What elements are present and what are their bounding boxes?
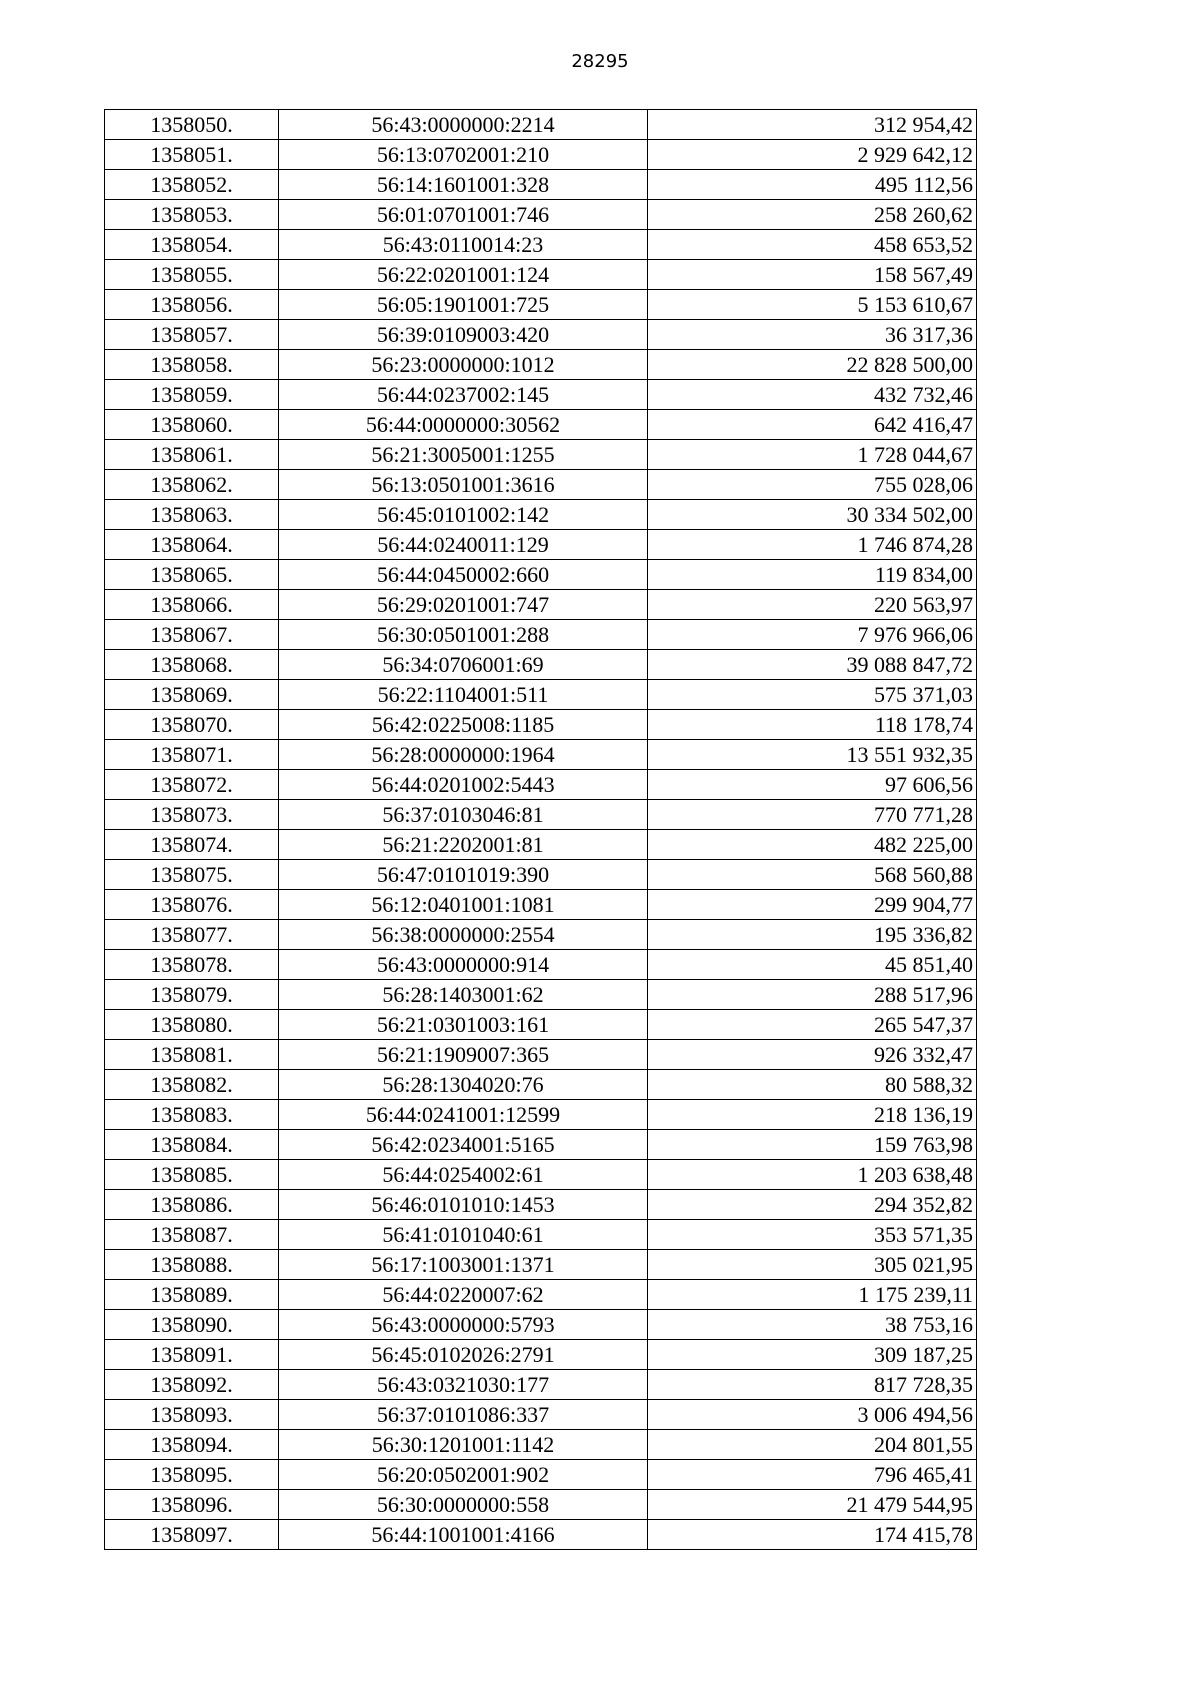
cadastral-number-cell: 56:37:0101086:337 xyxy=(279,1400,648,1430)
value-cell: 495 112,56 xyxy=(648,170,977,200)
row-number-cell: 1358051. xyxy=(105,140,279,170)
cadastral-number-cell: 56:22:1104001:511 xyxy=(279,680,648,710)
cadastral-number-cell: 56:39:0109003:420 xyxy=(279,320,648,350)
row-number-cell: 1358062. xyxy=(105,470,279,500)
row-number-cell: 1358092. xyxy=(105,1370,279,1400)
value-cell: 482 225,00 xyxy=(648,830,977,860)
value-cell: 755 028,06 xyxy=(648,470,977,500)
value-cell: 432 732,46 xyxy=(648,380,977,410)
row-number-cell: 1358061. xyxy=(105,440,279,470)
row-number-cell: 1358096. xyxy=(105,1490,279,1520)
table-row xyxy=(105,650,977,680)
value-cell: 204 801,55 xyxy=(648,1430,977,1460)
row-number-cell: 1358075. xyxy=(105,860,279,890)
table-row xyxy=(105,620,977,650)
value-cell: 2 929 642,12 xyxy=(648,140,977,170)
row-number-cell: 1358069. xyxy=(105,680,279,710)
value-cell: 97 606,56 xyxy=(648,770,977,800)
row-number-cell: 1358095. xyxy=(105,1460,279,1490)
table-row xyxy=(105,530,977,560)
table-row xyxy=(105,590,977,620)
value-cell: 22 828 500,00 xyxy=(648,350,977,380)
table-row xyxy=(105,290,977,320)
cadastral-number-cell: 56:45:0101002:142 xyxy=(279,500,648,530)
cadastral-number-cell: 56:23:0000000:1012 xyxy=(279,350,648,380)
cadastral-number-cell: 56:34:0706001:69 xyxy=(279,650,648,680)
table-row xyxy=(105,1190,977,1220)
table-row xyxy=(105,1250,977,1280)
row-number-cell: 1358063. xyxy=(105,500,279,530)
table-row xyxy=(105,770,977,800)
table-row xyxy=(105,1460,977,1490)
cadastral-number-cell: 56:43:0000000:914 xyxy=(279,950,648,980)
row-number-cell: 1358053. xyxy=(105,200,279,230)
registry-table-body xyxy=(105,110,977,1550)
cadastral-number-cell: 56:45:0102026:2791 xyxy=(279,1340,648,1370)
row-number-cell: 1358058. xyxy=(105,350,279,380)
value-cell: 817 728,35 xyxy=(648,1370,977,1400)
table-row xyxy=(105,1370,977,1400)
table-row xyxy=(105,140,977,170)
row-number-cell: 1358091. xyxy=(105,1340,279,1370)
table-row xyxy=(105,410,977,440)
row-number-cell: 1358079. xyxy=(105,980,279,1010)
row-number-cell: 1358064. xyxy=(105,530,279,560)
row-number-cell: 1358090. xyxy=(105,1310,279,1340)
cadastral-number-cell: 56:44:0240011:129 xyxy=(279,530,648,560)
row-number-cell: 1358066. xyxy=(105,590,279,620)
cadastral-number-cell: 56:44:1001001:4166 xyxy=(279,1520,648,1550)
cadastral-number-cell: 56:30:0000000:558 xyxy=(279,1490,648,1520)
row-number-cell: 1358070. xyxy=(105,710,279,740)
cadastral-number-cell: 56:37:0103046:81 xyxy=(279,800,648,830)
table-row xyxy=(105,1340,977,1370)
value-cell: 1 728 044,67 xyxy=(648,440,977,470)
value-cell: 3 006 494,56 xyxy=(648,1400,977,1430)
cadastral-number-cell: 56:21:2202001:81 xyxy=(279,830,648,860)
table-row xyxy=(105,890,977,920)
row-number-cell: 1358056. xyxy=(105,290,279,320)
value-cell: 80 588,32 xyxy=(648,1070,977,1100)
table-row xyxy=(105,950,977,980)
cadastral-number-cell: 56:22:0201001:124 xyxy=(279,260,648,290)
value-cell: 218 136,19 xyxy=(648,1100,977,1130)
cadastral-number-cell: 56:43:0321030:177 xyxy=(279,1370,648,1400)
table-row xyxy=(105,230,977,260)
value-cell: 796 465,41 xyxy=(648,1460,977,1490)
row-number-cell: 1358097. xyxy=(105,1520,279,1550)
value-cell: 39 088 847,72 xyxy=(648,650,977,680)
table-row xyxy=(105,1130,977,1160)
value-cell: 288 517,96 xyxy=(648,980,977,1010)
table-row xyxy=(105,830,977,860)
cadastral-number-cell: 56:01:0701001:746 xyxy=(279,200,648,230)
table-row xyxy=(105,1280,977,1310)
cadastral-number-cell: 56:44:0201002:5443 xyxy=(279,770,648,800)
value-cell: 309 187,25 xyxy=(648,1340,977,1370)
row-number-cell: 1358077. xyxy=(105,920,279,950)
cadastral-number-cell: 56:30:0501001:288 xyxy=(279,620,648,650)
table-row xyxy=(105,1310,977,1340)
cadastral-number-cell: 56:41:0101040:61 xyxy=(279,1220,648,1250)
cadastral-number-cell: 56:21:1909007:365 xyxy=(279,1040,648,1070)
value-cell: 1 203 638,48 xyxy=(648,1160,977,1190)
cadastral-number-cell: 56:47:0101019:390 xyxy=(279,860,648,890)
row-number-cell: 1358055. xyxy=(105,260,279,290)
table-row xyxy=(105,800,977,830)
table-row xyxy=(105,1070,977,1100)
row-number-cell: 1358085. xyxy=(105,1160,279,1190)
registry-table xyxy=(104,109,977,1550)
value-cell: 5 153 610,67 xyxy=(648,290,977,320)
cadastral-number-cell: 56:44:0254002:61 xyxy=(279,1160,648,1190)
row-number-cell: 1358065. xyxy=(105,560,279,590)
cadastral-number-cell: 56:43:0110014:23 xyxy=(279,230,648,260)
row-number-cell: 1358084. xyxy=(105,1130,279,1160)
value-cell: 174 415,78 xyxy=(648,1520,977,1550)
page-number: 28295 xyxy=(571,51,629,72)
value-cell: 38 753,16 xyxy=(648,1310,977,1340)
cadastral-number-cell: 56:30:1201001:1142 xyxy=(279,1430,648,1460)
value-cell: 294 352,82 xyxy=(648,1190,977,1220)
table-row xyxy=(105,110,977,140)
table-row xyxy=(105,710,977,740)
value-cell: 30 334 502,00 xyxy=(648,500,977,530)
table-row xyxy=(105,1100,977,1130)
row-number-cell: 1358057. xyxy=(105,320,279,350)
row-number-cell: 1358076. xyxy=(105,890,279,920)
row-number-cell: 1358054. xyxy=(105,230,279,260)
table-row xyxy=(105,980,977,1010)
table-row xyxy=(105,560,977,590)
table-row xyxy=(105,200,977,230)
table-row xyxy=(105,1220,977,1250)
row-number-cell: 1358071. xyxy=(105,740,279,770)
value-cell: 220 563,97 xyxy=(648,590,977,620)
cadastral-number-cell: 56:38:0000000:2554 xyxy=(279,920,648,950)
table-row xyxy=(105,350,977,380)
cadastral-number-cell: 56:42:0225008:1185 xyxy=(279,710,648,740)
row-number-cell: 1358094. xyxy=(105,1430,279,1460)
row-number-cell: 1358072. xyxy=(105,770,279,800)
table-row xyxy=(105,1040,977,1070)
value-cell: 265 547,37 xyxy=(648,1010,977,1040)
value-cell: 312 954,42 xyxy=(648,110,977,140)
value-cell: 568 560,88 xyxy=(648,860,977,890)
table-row xyxy=(105,1160,977,1190)
cadastral-number-cell: 56:44:0220007:62 xyxy=(279,1280,648,1310)
table-row xyxy=(105,1520,977,1550)
cadastral-number-cell: 56:28:1304020:76 xyxy=(279,1070,648,1100)
cadastral-number-cell: 56:44:0450002:660 xyxy=(279,560,648,590)
cadastral-number-cell: 56:42:0234001:5165 xyxy=(279,1130,648,1160)
value-cell: 13 551 932,35 xyxy=(648,740,977,770)
cadastral-number-cell: 56:44:0000000:30562 xyxy=(279,410,648,440)
cadastral-number-cell: 56:28:0000000:1964 xyxy=(279,740,648,770)
table-row xyxy=(105,440,977,470)
table-row xyxy=(105,170,977,200)
cadastral-number-cell: 56:13:0501001:3616 xyxy=(279,470,648,500)
value-cell: 353 571,35 xyxy=(648,1220,977,1250)
value-cell: 1 746 874,28 xyxy=(648,530,977,560)
cadastral-number-cell: 56:29:0201001:747 xyxy=(279,590,648,620)
row-number-cell: 1358078. xyxy=(105,950,279,980)
table-row xyxy=(105,1400,977,1430)
value-cell: 770 771,28 xyxy=(648,800,977,830)
cadastral-number-cell: 56:28:1403001:62 xyxy=(279,980,648,1010)
row-number-cell: 1358093. xyxy=(105,1400,279,1430)
row-number-cell: 1358087. xyxy=(105,1220,279,1250)
table-row xyxy=(105,740,977,770)
row-number-cell: 1358059. xyxy=(105,380,279,410)
value-cell: 7 976 966,06 xyxy=(648,620,977,650)
table-row xyxy=(105,860,977,890)
table-row xyxy=(105,920,977,950)
table-row xyxy=(105,320,977,350)
value-cell: 158 567,49 xyxy=(648,260,977,290)
table-row xyxy=(105,680,977,710)
row-number-cell: 1358068. xyxy=(105,650,279,680)
row-number-cell: 1358060. xyxy=(105,410,279,440)
value-cell: 926 332,47 xyxy=(648,1040,977,1070)
row-number-cell: 1358067. xyxy=(105,620,279,650)
cadastral-number-cell: 56:20:0502001:902 xyxy=(279,1460,648,1490)
row-number-cell: 1358081. xyxy=(105,1040,279,1070)
value-cell: 36 317,36 xyxy=(648,320,977,350)
cadastral-number-cell: 56:46:0101010:1453 xyxy=(279,1190,648,1220)
row-number-cell: 1358088. xyxy=(105,1250,279,1280)
value-cell: 1 175 239,11 xyxy=(648,1280,977,1310)
value-cell: 118 178,74 xyxy=(648,710,977,740)
value-cell: 305 021,95 xyxy=(648,1250,977,1280)
table-row xyxy=(105,1430,977,1460)
cadastral-number-cell: 56:17:1003001:1371 xyxy=(279,1250,648,1280)
row-number-cell: 1358050. xyxy=(105,110,279,140)
value-cell: 195 336,82 xyxy=(648,920,977,950)
value-cell: 458 653,52 xyxy=(648,230,977,260)
cadastral-number-cell: 56:12:0401001:1081 xyxy=(279,890,648,920)
row-number-cell: 1358074. xyxy=(105,830,279,860)
value-cell: 159 763,98 xyxy=(648,1130,977,1160)
value-cell: 258 260,62 xyxy=(648,200,977,230)
table-row xyxy=(105,380,977,410)
value-cell: 642 416,47 xyxy=(648,410,977,440)
value-cell: 45 851,40 xyxy=(648,950,977,980)
table-row xyxy=(105,260,977,290)
value-cell: 299 904,77 xyxy=(648,890,977,920)
cadastral-number-cell: 56:21:0301003:161 xyxy=(279,1010,648,1040)
row-number-cell: 1358052. xyxy=(105,170,279,200)
table-row xyxy=(105,1010,977,1040)
cadastral-number-cell: 56:44:0237002:145 xyxy=(279,380,648,410)
row-number-cell: 1358080. xyxy=(105,1010,279,1040)
cadastral-number-cell: 56:13:0702001:210 xyxy=(279,140,648,170)
table-row xyxy=(105,500,977,530)
cadastral-number-cell: 56:43:0000000:5793 xyxy=(279,1310,648,1340)
cadastral-number-cell: 56:44:0241001:12599 xyxy=(279,1100,648,1130)
cadastral-number-cell: 56:05:1901001:725 xyxy=(279,290,648,320)
row-number-cell: 1358086. xyxy=(105,1190,279,1220)
row-number-cell: 1358083. xyxy=(105,1100,279,1130)
row-number-cell: 1358082. xyxy=(105,1070,279,1100)
value-cell: 21 479 544,95 xyxy=(648,1490,977,1520)
table-row xyxy=(105,1490,977,1520)
row-number-cell: 1358089. xyxy=(105,1280,279,1310)
row-number-cell: 1358073. xyxy=(105,800,279,830)
cadastral-number-cell: 56:21:3005001:1255 xyxy=(279,440,648,470)
value-cell: 575 371,03 xyxy=(648,680,977,710)
cadastral-number-cell: 56:43:0000000:2214 xyxy=(279,110,648,140)
cadastral-number-cell: 56:14:1601001:328 xyxy=(279,170,648,200)
value-cell: 119 834,00 xyxy=(648,560,977,590)
table-row xyxy=(105,470,977,500)
